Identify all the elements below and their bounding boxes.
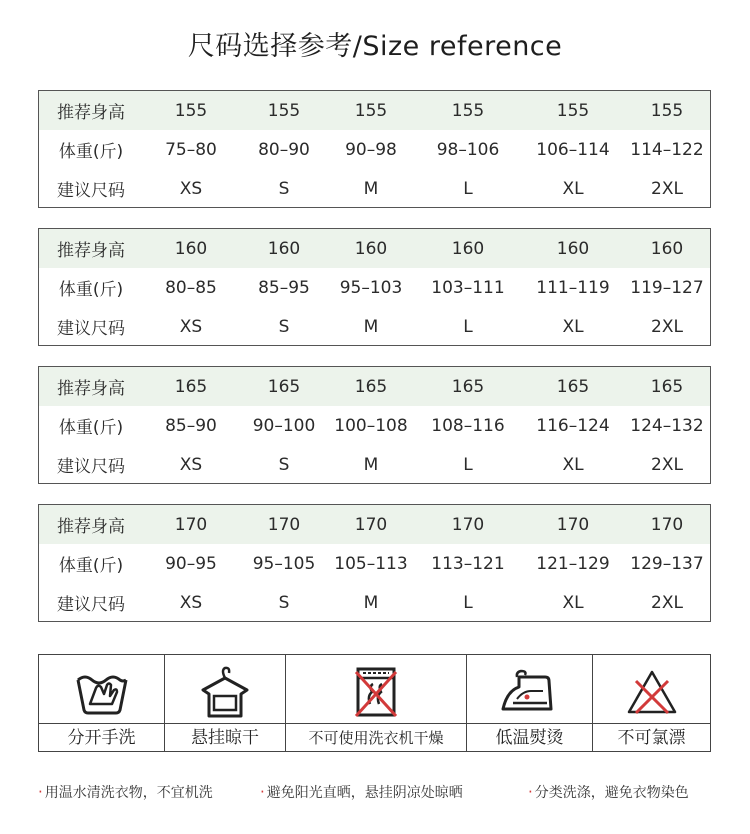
height-row — [39, 91, 710, 130]
table-cell: 85–90 — [165, 415, 217, 436]
table-cell: 113–121 — [431, 553, 505, 574]
table-cell: 105–113 — [334, 553, 408, 574]
table-cell: 108–116 — [431, 415, 505, 436]
size-row — [39, 583, 710, 622]
table-cell: XL — [562, 316, 584, 337]
care-label: 不可氯漂 — [593, 723, 710, 753]
care-item-hang-dry — [165, 655, 286, 751]
care-label: 悬挂晾干 — [165, 723, 285, 753]
table-cell: 160 — [650, 238, 684, 259]
height-row — [39, 367, 710, 406]
table-cell: L — [463, 592, 473, 613]
hang-dry-icon — [165, 661, 285, 723]
row-label: 推荐身高 — [57, 517, 125, 537]
table-cell: M — [363, 178, 379, 199]
row-label: 体重(斤) — [58, 280, 124, 300]
table-cell: 119–127 — [630, 277, 704, 298]
care-item-no-tumble-dry — [286, 655, 467, 751]
table-cell: 90–100 — [252, 415, 316, 436]
size-row — [39, 307, 710, 346]
row-label: 建议尺码 — [57, 181, 125, 201]
weight-row — [39, 544, 710, 583]
table-cell: XL — [562, 454, 584, 475]
care-item-iron-low — [467, 655, 593, 751]
size-row — [39, 445, 710, 484]
table-cell: 103–111 — [431, 277, 505, 298]
table-cell: 90–98 — [345, 139, 397, 160]
table-cell: 160 — [267, 238, 301, 259]
table-cell: XS — [179, 316, 203, 337]
table-cell: 121–129 — [536, 553, 610, 574]
table-cell: M — [363, 592, 379, 613]
table-cell: S — [278, 592, 290, 613]
size-table — [38, 504, 711, 622]
table-cell: 160 — [556, 238, 590, 259]
table-cell: 111–119 — [536, 277, 610, 298]
row-label: 建议尺码 — [57, 457, 125, 477]
table-cell: S — [278, 178, 290, 199]
row-label: 体重(斤) — [58, 556, 124, 576]
table-cell: 170 — [267, 514, 301, 535]
table-cell: XL — [562, 592, 584, 613]
size-table — [38, 366, 711, 484]
table-cell: 80–90 — [258, 139, 310, 160]
iron-low-icon — [467, 661, 592, 723]
table-cell: 165 — [174, 376, 208, 397]
note-item: · 避免阳光直晒，悬挂阴凉处晾晒 — [260, 783, 463, 801]
table-cell: M — [363, 454, 379, 475]
row-label: 体重(斤) — [58, 418, 124, 438]
care-item-hand-wash — [39, 655, 165, 751]
table-cell: S — [278, 316, 290, 337]
table-cell: 165 — [267, 376, 301, 397]
table-cell: XL — [562, 178, 584, 199]
bullet-dot-icon: · — [38, 783, 43, 801]
care-instructions — [38, 654, 711, 752]
table-cell: L — [463, 454, 473, 475]
table-cell: 95–105 — [252, 553, 316, 574]
table-cell: 2XL — [651, 592, 683, 613]
table-cell: 170 — [451, 514, 485, 535]
table-cell: 170 — [174, 514, 208, 535]
row-label: 推荐身高 — [57, 241, 125, 261]
care-notes — [38, 782, 718, 802]
table-cell: XS — [179, 178, 203, 199]
care-label: 低温熨烫 — [467, 723, 592, 753]
table-cell: XS — [179, 592, 203, 613]
table-cell: 160 — [354, 238, 388, 259]
bullet-dot-icon: · — [260, 783, 265, 801]
weight-row — [39, 406, 710, 445]
no-tumble-dry-icon — [286, 661, 466, 723]
row-label: 体重(斤) — [58, 142, 124, 162]
size-table — [38, 228, 711, 346]
table-cell: 75–80 — [165, 139, 217, 160]
height-row — [39, 229, 710, 268]
table-cell: L — [463, 316, 473, 337]
table-cell: 114–122 — [630, 139, 704, 160]
row-label: 建议尺码 — [57, 595, 125, 615]
table-cell: 124–132 — [630, 415, 704, 436]
table-cell: 160 — [174, 238, 208, 259]
hand-wash-icon — [39, 661, 164, 723]
table-cell: 160 — [451, 238, 485, 259]
table-cell: 170 — [556, 514, 590, 535]
table-cell: 85–95 — [258, 277, 310, 298]
table-cell: 106–114 — [536, 139, 610, 160]
table-cell: XS — [179, 454, 203, 475]
care-label: 分开手洗 — [39, 723, 164, 753]
table-cell: M — [363, 316, 379, 337]
note-item: · 用温水清洗衣物，不宜机洗 — [38, 783, 213, 801]
table-cell: 170 — [650, 514, 684, 535]
table-cell: 165 — [451, 376, 485, 397]
no-bleach-icon — [593, 661, 710, 723]
table-cell: 90–95 — [165, 553, 217, 574]
table-cell: 155 — [174, 100, 208, 121]
table-cell: 165 — [354, 376, 388, 397]
table-cell: S — [278, 454, 290, 475]
table-cell: 155 — [650, 100, 684, 121]
bullet-dot-icon: · — [528, 783, 533, 801]
table-cell: 100–108 — [334, 415, 408, 436]
table-cell: 2XL — [651, 178, 683, 199]
table-cell: 155 — [556, 100, 590, 121]
size-row — [39, 169, 710, 208]
care-item-no-bleach — [593, 655, 710, 751]
weight-row — [39, 130, 710, 169]
table-cell: 80–85 — [165, 277, 217, 298]
table-cell: 116–124 — [536, 415, 610, 436]
table-cell: 2XL — [651, 316, 683, 337]
table-cell: 129–137 — [630, 553, 704, 574]
table-cell: 155 — [451, 100, 485, 121]
table-cell: 98–106 — [436, 139, 500, 160]
size-table — [38, 90, 711, 208]
table-cell: 165 — [556, 376, 590, 397]
row-label: 建议尺码 — [57, 319, 125, 339]
table-cell: L — [463, 178, 473, 199]
care-label: 不可使用洗衣机干燥 — [286, 723, 466, 753]
weight-row — [39, 268, 710, 307]
row-label: 推荐身高 — [57, 103, 125, 123]
page-title: 尺码选择参考/Size reference — [187, 31, 563, 62]
table-cell: 165 — [650, 376, 684, 397]
table-cell: 2XL — [651, 454, 683, 475]
table-cell: 95–103 — [339, 277, 403, 298]
table-cell: 155 — [267, 100, 301, 121]
row-label: 推荐身高 — [57, 379, 125, 399]
note-item: · 分类洗涤，避免衣物染色 — [528, 783, 689, 801]
table-cell: 155 — [354, 100, 388, 121]
height-row — [39, 505, 710, 544]
table-cell: 170 — [354, 514, 388, 535]
